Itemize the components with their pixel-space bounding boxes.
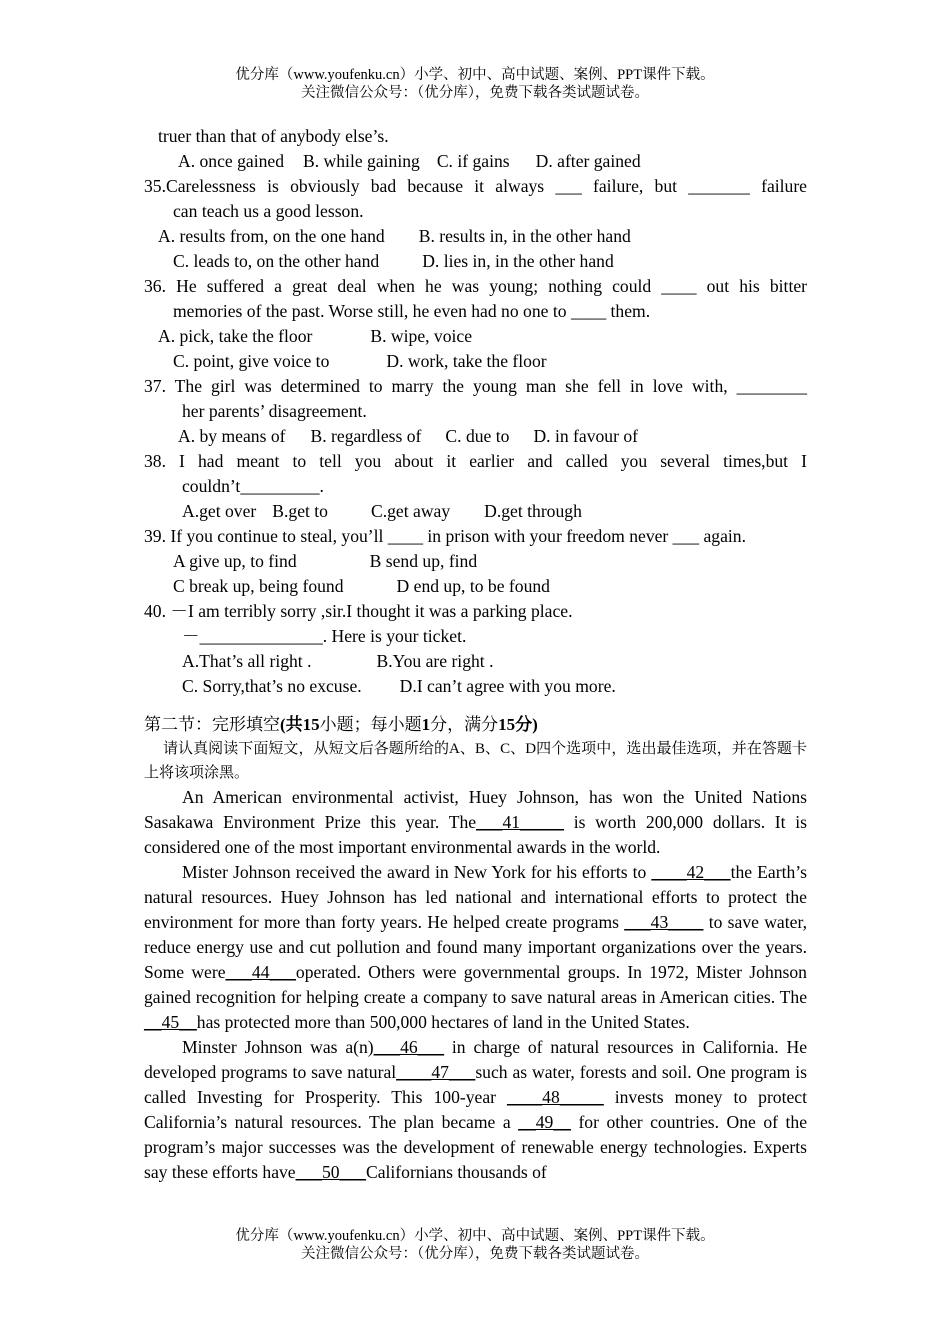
q40-option-a: A.That’s all right . bbox=[182, 651, 312, 671]
q40-options-row-2 bbox=[144, 674, 807, 699]
blank-45: __45__ bbox=[144, 1012, 197, 1032]
q40-stem-line-1: 40. －I am terribly sorry ,sir.I thought it was a parking place. bbox=[144, 601, 573, 621]
q35-option-a: A. results from, on the one hand bbox=[158, 226, 385, 246]
section-count: 15 bbox=[302, 715, 320, 734]
blank-46: ___46___ bbox=[373, 1037, 445, 1057]
q38-options bbox=[144, 499, 807, 524]
blank-49: __49__ bbox=[518, 1112, 571, 1132]
p2-text-e: has protected more than 500,000 hectares of land in the United States. bbox=[196, 1012, 690, 1032]
q34-continuation: truer than that of anybody else’s. bbox=[158, 126, 389, 146]
q34-option-d: D. after gained bbox=[535, 151, 641, 171]
q40-stem-line-2: －______________. Here is your ticket. bbox=[182, 626, 467, 646]
q40-options-row-1 bbox=[144, 649, 807, 674]
section-title-text-3: 分，满分 bbox=[430, 715, 499, 734]
q40-option-c: C. Sorry,that’s no excuse. bbox=[182, 676, 362, 696]
blank-50: ___50___ bbox=[295, 1162, 366, 1182]
passage-paragraph-1 bbox=[144, 785, 807, 860]
section-title-paren: (共 bbox=[280, 715, 303, 734]
page-header bbox=[0, 66, 950, 102]
q35-option-c: C. leads to, on the other hand bbox=[173, 251, 380, 271]
footer-line-2: 关注微信公众号：（优分库），免费下载各类试题试卷。 bbox=[301, 1246, 649, 1262]
q39-option-a: A give up, to find bbox=[173, 551, 297, 571]
q34-option-c: C. if gains bbox=[436, 151, 510, 171]
q36-options-row-2 bbox=[144, 349, 807, 374]
blank-44: ___44___ bbox=[225, 962, 296, 982]
q39-option-d: D end up, to be found bbox=[396, 576, 550, 596]
p3-text-d: invests money to protect California’s natural resources. The plan became a bbox=[144, 1087, 807, 1132]
q39-option-b: B send up, find bbox=[369, 551, 478, 571]
section-points-each: 1 bbox=[421, 715, 431, 734]
q39-options-row-2 bbox=[144, 574, 807, 599]
passage-paragraph-2 bbox=[144, 860, 807, 1035]
q37-option-c: C. due to bbox=[445, 426, 510, 446]
blank-42: ____42___ bbox=[651, 862, 731, 882]
q36-option-d: D. work, take the floor bbox=[386, 351, 547, 371]
q40-option-d: D.I can’t agree with you more. bbox=[399, 676, 616, 696]
q37-options bbox=[144, 424, 807, 449]
q35-options-row-1 bbox=[144, 224, 807, 249]
header-line-1: 优分库（www.youfenku.cn）小学、初中、高中试题、案例、PPT课件下载。 bbox=[235, 67, 715, 83]
page-footer bbox=[0, 1227, 950, 1263]
q38-stem-line-1: 38. I had meant to tell you about it earlier and called you several times,but I bbox=[144, 451, 807, 471]
q35-options-row-2 bbox=[144, 249, 807, 274]
q36-option-b: B. wipe, voice bbox=[370, 326, 473, 346]
section-points-total: 15 bbox=[498, 715, 516, 734]
q35-stem-line-1: 35.Carelessness is obviously bad because it always ___ failure, but _______ failure bbox=[144, 176, 807, 196]
passage-paragraph-3 bbox=[144, 1035, 807, 1185]
q37-option-a: A. by means of bbox=[178, 426, 286, 446]
p3-text-c: such as water, forests and soil. One program is called Investing for Prosperity. This 100-year bbox=[144, 1062, 807, 1107]
q39-options-row-1 bbox=[144, 549, 807, 574]
p3-text-b: in charge of natural resources in California. He developed programs to save natural bbox=[144, 1037, 808, 1082]
p1-text-b: is worth 200,000 dollars. It is considered one of the most important environmental awards in the world. bbox=[144, 812, 807, 857]
q38-option-b: B.get to bbox=[272, 501, 328, 521]
p3-text-e: for other countries. One of the program’s major successes was the development of renewable energy technologies. Experts say these efforts have bbox=[144, 1112, 807, 1182]
q37-option-d: D. in favour of bbox=[533, 426, 638, 446]
p2-text-d: operated. Others were governmental groups. In 1972, Mister Johnson gained recognition for helping create a company to save natural areas in American cities. The bbox=[144, 962, 807, 1007]
q38-option-d: D.get through bbox=[484, 501, 582, 521]
p2-text-a: Mister Johnson received the award in New York for his efforts to bbox=[182, 862, 652, 882]
p1-text-a: An American environmental activist, Huey Johnson, has won the United Nations Sasakawa Environment Prize this year. The bbox=[144, 787, 807, 832]
exam-content bbox=[144, 124, 807, 1185]
header-line-2: 关注微信公众号：（优分库），免费下载各类试题试卷。 bbox=[301, 85, 649, 101]
blank-47: ____47___ bbox=[396, 1062, 476, 1082]
q34-option-a: A. once gained bbox=[178, 151, 285, 171]
q39-option-c: C break up, being found bbox=[173, 576, 344, 596]
instructions-text: 请认真阅读下面短文，从短文后各题所给的A、B、C、D四个选项中，选出最佳选项，并在答题卡上将该项涂黑。 bbox=[144, 741, 807, 781]
section-title-text-4: 分) bbox=[515, 715, 538, 734]
q37-option-b: B. regardless of bbox=[310, 426, 422, 446]
section-2-title bbox=[144, 712, 807, 737]
q35-option-d: D. lies in, in the other hand bbox=[422, 251, 614, 271]
footer-line-1: 优分库（www.youfenku.cn）小学、初中、高中试题、案例、PPT课件下载。 bbox=[235, 1228, 715, 1244]
blank-43: ___43____ bbox=[624, 912, 704, 932]
q38-option-a: A.get over bbox=[182, 501, 257, 521]
q35-stem-line-2: can teach us a good lesson. bbox=[173, 201, 364, 221]
p2-text-c: to save water, reduce energy use and cut pollution and found many important organizations over the years. Some were bbox=[144, 912, 807, 982]
q34-options bbox=[144, 149, 807, 174]
q38-option-c: C.get away bbox=[370, 501, 451, 521]
q36-option-c: C. point, give voice to bbox=[173, 351, 330, 371]
p2-text-b: the Earth’s natural resources. Huey Johnson has led national and international efforts to protect the environment for more than forty years. He helped create programs bbox=[144, 862, 807, 932]
q36-option-a: A. pick, take the floor bbox=[158, 326, 313, 346]
blank-48: ____48_____ bbox=[506, 1087, 604, 1107]
q36-stem-line-2: memories of the past. Worse still, he even had no one to ____ them. bbox=[173, 301, 651, 321]
q36-stem-line-1: 36. He suffered a great deal when he was young; nothing could ____ out his bitter bbox=[144, 276, 807, 296]
q39-stem: 39. If you continue to steal, you’ll ____ in prison with your freedom never ___ again. bbox=[144, 526, 746, 546]
section-title-text: 第二节：完形填空 bbox=[144, 715, 280, 734]
q38-stem-line-2: couldn’t_________. bbox=[182, 476, 324, 496]
q37-stem-line-2: her parents’ disagreement. bbox=[182, 401, 367, 421]
p3-text-a: Minster Johnson was a(n) bbox=[182, 1037, 374, 1057]
q40-option-b: B.You are right . bbox=[376, 651, 494, 671]
p3-text-f: Californians thousands of bbox=[365, 1162, 547, 1182]
q35-option-b: B. results in, in the other hand bbox=[418, 226, 631, 246]
q34-option-b: B. while gaining bbox=[303, 151, 420, 171]
section-2-instructions bbox=[144, 737, 807, 785]
blank-41: ___41_____ bbox=[476, 812, 565, 832]
section-title-text-2: 小题；每小题 bbox=[319, 715, 422, 734]
cloze-passage bbox=[144, 785, 807, 1185]
q36-options-row-1 bbox=[144, 324, 807, 349]
q37-stem-line-1: 37. The girl was determined to marry the young man she fell in love with, ________ bbox=[144, 376, 807, 396]
